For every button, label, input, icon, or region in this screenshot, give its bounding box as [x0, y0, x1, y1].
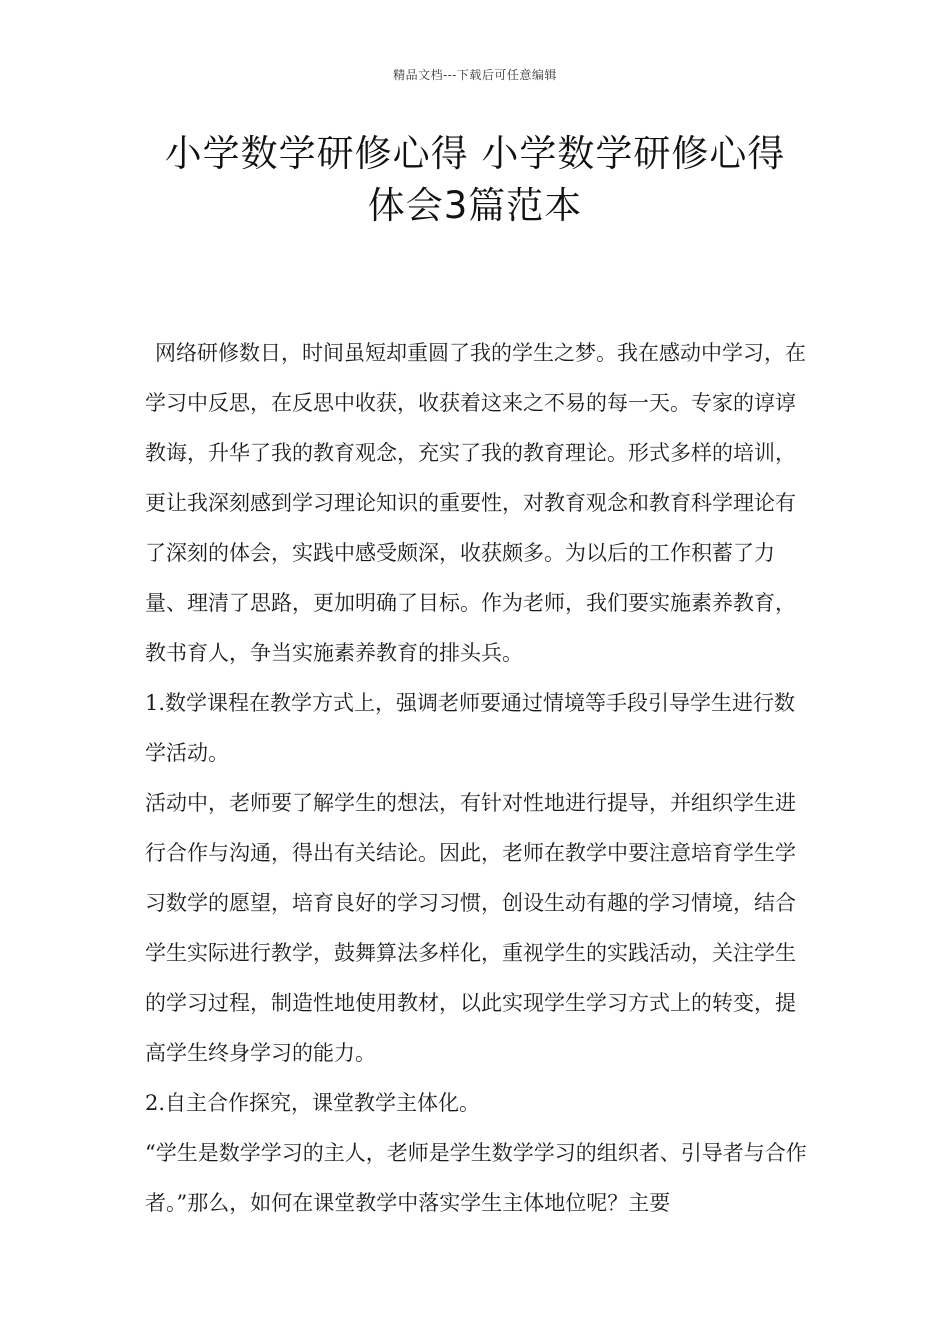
document-body: [145, 328, 810, 1228]
paragraph-activity: 活动中，老师要了解学生的想法，有针对性地进行提导，并组织学生进行合作与沟通，得出有关结论。因此，老师在教学中要注意培育学生学习数学的愿望，培育良好的学习习惯，创设生动有趣的学习情境，结合学生实际进行教学，鼓舞算法多样化，重视学生的实践活动，关注学生的学习过程，制造性地使用教材，以此实现学生学习方式上的转变，提高学生终身学习的能力。: [145, 791, 796, 1065]
paragraph-intro: 网络研修数日，时间虽短却重圆了我的学生之梦。我在感动中学习，在学习中反思，在反思中收获，收获着这来之不易的每一天。专家的谆谆教诲，升华了我的教育观念，充实了我的教育理论。形式多样的培训，更让我深刻感到学习理论知识的重要性，对教育观念和教育科学理论有了深刻的体会，实践中感受颇深，收获颇多。为以后的工作积蓄了力量、理清了思路，更加明确了目标。作为老师，我们要实施素养教育，教书育人，争当实施素养教育的排头兵。: [145, 341, 806, 665]
paragraph-point-2: 2.自主合作探究，课堂教学主体化。: [145, 1091, 481, 1115]
title-line-2: 体会3篇范本: [367, 184, 583, 227]
document-title: [0, 128, 950, 232]
paragraph-quote: “学生是数学学习的主人，老师是学生数学学习的组织者、引导者与合作者。”那么，如何在课堂教学中落实学生主体地位呢？主要: [145, 1141, 807, 1215]
page-header: 精品文档---下载后可任意编辑: [393, 68, 557, 82]
title-line-1: 小学数学研修心得 小学数学研修心得: [164, 132, 786, 175]
paragraph-point-1: 1.数学课程在教学方式上，强调老师要通过情境等手段引导学生进行数学活动。: [145, 691, 796, 765]
